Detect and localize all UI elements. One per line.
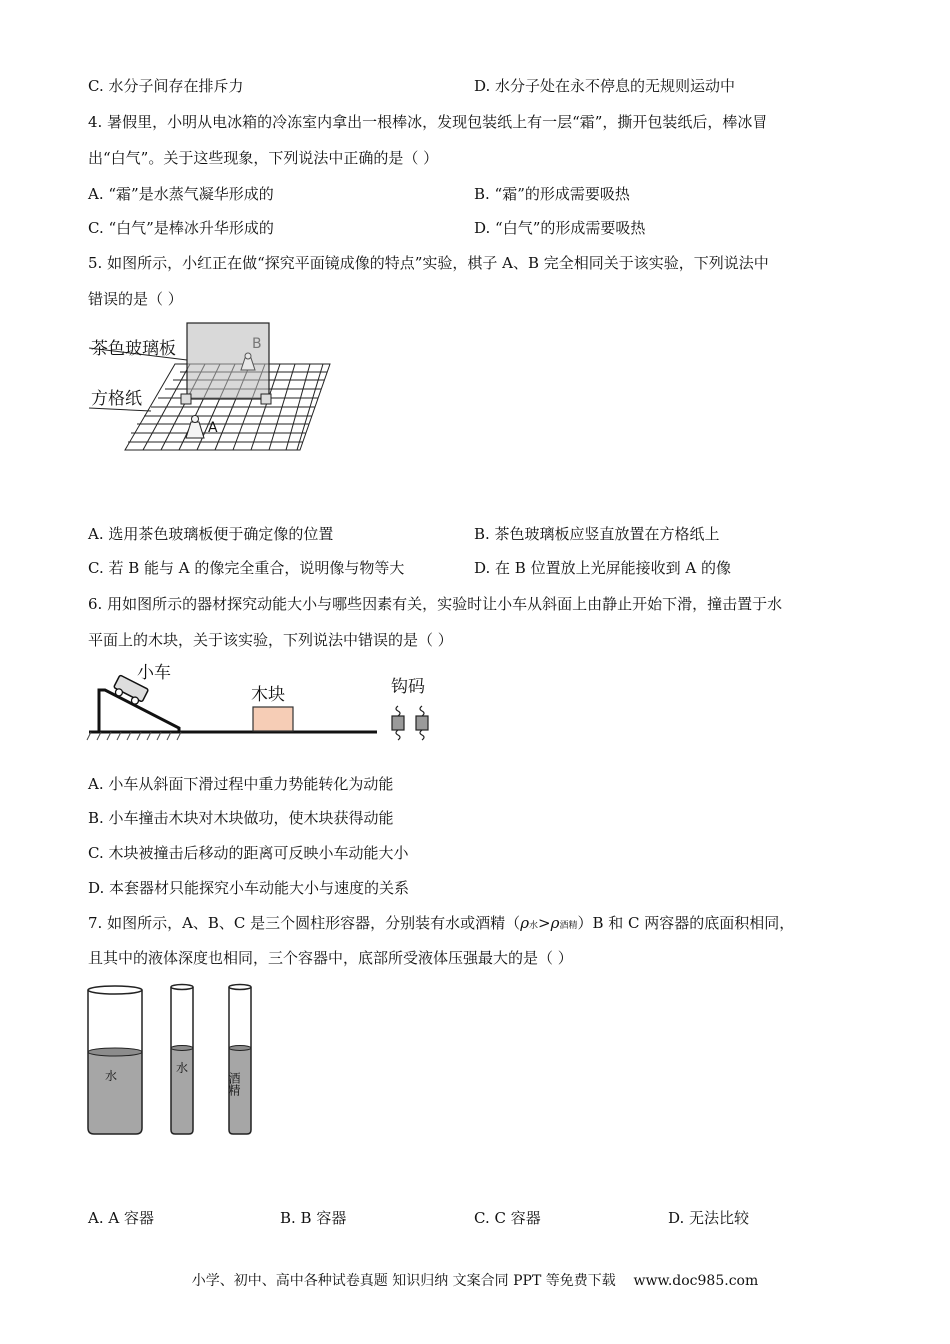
q4-option-b: B. “霜”的形成需要吸热 — [474, 185, 630, 203]
glass-label: 茶色玻璃板 — [91, 339, 176, 359]
q5-option-c: C. 若 B 能与 A 的像完全重合，说明像与物等大 — [88, 559, 405, 577]
container-b — [171, 985, 193, 1135]
q4-option-c: C. “白气”是棒冰升华形成的 — [88, 219, 274, 237]
q5-mirror-figure — [85, 318, 345, 458]
q6-stem-line1: 6. 用如图所示的器材探究动能大小与哪些因素有关，实验时让小车从斜面上由静止开始下滑，撞击置于水 — [88, 595, 783, 613]
container-b-label: 水 — [176, 1061, 189, 1075]
q5-option-d: D. 在 B 位置放上光屏能接收到 A 的像 — [474, 559, 731, 577]
q7-stem-line2: 且其中的液体深度也相同，三个容器中，底部所受液体压强最大的是（ ） — [88, 949, 573, 967]
q6-option-a: A. 小车从斜面下滑过程中重力势能转化为动能 — [88, 775, 394, 793]
piece-a-label: A — [208, 420, 218, 436]
q7-option-a: A. A 容器 — [88, 1209, 154, 1227]
container-c-label: 酒精 — [227, 1072, 241, 1096]
container-c — [229, 985, 251, 1135]
block-label: 木块 — [251, 685, 285, 705]
cart-label: 小车 — [137, 663, 171, 683]
weight-label: 钩码 — [391, 677, 425, 697]
q5-stem-line2: 错误的是（ ） — [88, 290, 183, 308]
q7-option-d: D. 无法比较 — [668, 1209, 750, 1227]
paper-label: 方格纸 — [91, 389, 142, 409]
q7-option-c: C. C 容器 — [474, 1209, 541, 1227]
chess-piece-a — [186, 416, 204, 439]
q6-option-d: D. 本套器材只能探究小车动能大小与速度的关系 — [88, 879, 410, 897]
q3-option-c: C. 水分子间存在排斥力 — [88, 77, 244, 95]
page-footer — [0, 1270, 950, 1290]
container-a — [88, 986, 142, 1134]
q6-kinetic-energy-figure — [85, 656, 445, 748]
wood-block — [253, 707, 293, 731]
piece-b-label: B — [252, 336, 262, 352]
q6-stem-line2: 平面上的木块，关于该实验，下列说法中错误的是（ ） — [88, 631, 453, 649]
q7-option-b: B. B 容器 — [280, 1209, 347, 1227]
q4-stem-line2: 出“白气”。关于这些现象，下列说法中正确的是（ ） — [88, 149, 439, 167]
container-a-label: 水 — [105, 1069, 118, 1083]
glass-plate — [187, 323, 269, 399]
q6-option-b: B. 小车撞击木块对木块做功，使木块获得动能 — [88, 809, 394, 827]
footer-text: 小学、初中、高中各种试卷真题 知识归纳 文案合同 PPT 等免费下载 — [191, 1273, 616, 1289]
q4-option-d: D. “白气”的形成需要吸热 — [474, 219, 646, 237]
footer-url[interactable]: www.doc985.com — [633, 1273, 759, 1289]
q4-option-a: A. “霜”是水蒸气凝华形成的 — [88, 185, 274, 203]
q6-option-c: C. 木块被撞击后移动的距离可反映小车动能大小 — [88, 844, 409, 862]
q7-containers-figure — [85, 980, 265, 1140]
q5-option-a: A. 选用茶色玻璃板便于确定像的位置 — [88, 525, 334, 543]
hook-weights — [392, 706, 428, 740]
q7-stem-line1: 7. 如图所示，A、B、C 是三个圆柱形容器，分别装有水或酒精（ρ水>ρ酒精）B 和 C 两容器的底面积相同， — [88, 914, 795, 932]
q3-option-d: D. 水分子处在永不停息的无规则运动中 — [474, 77, 736, 95]
q4-stem-line1: 4. 暑假里，小明从电冰箱的冷冻室内拿出一根棒冰，发现包装纸上有一层“霜”，撕开包装纸后，棒冰冒 — [88, 113, 768, 131]
q5-option-b: B. 茶色玻璃板应竖直放置在方格纸上 — [474, 525, 720, 543]
q5-stem-line1: 5. 如图所示，小红正在做“探究平面镜成像的特点”实验，棋子 A、B 完全相同关于该实验，下列说法中 — [88, 254, 769, 272]
